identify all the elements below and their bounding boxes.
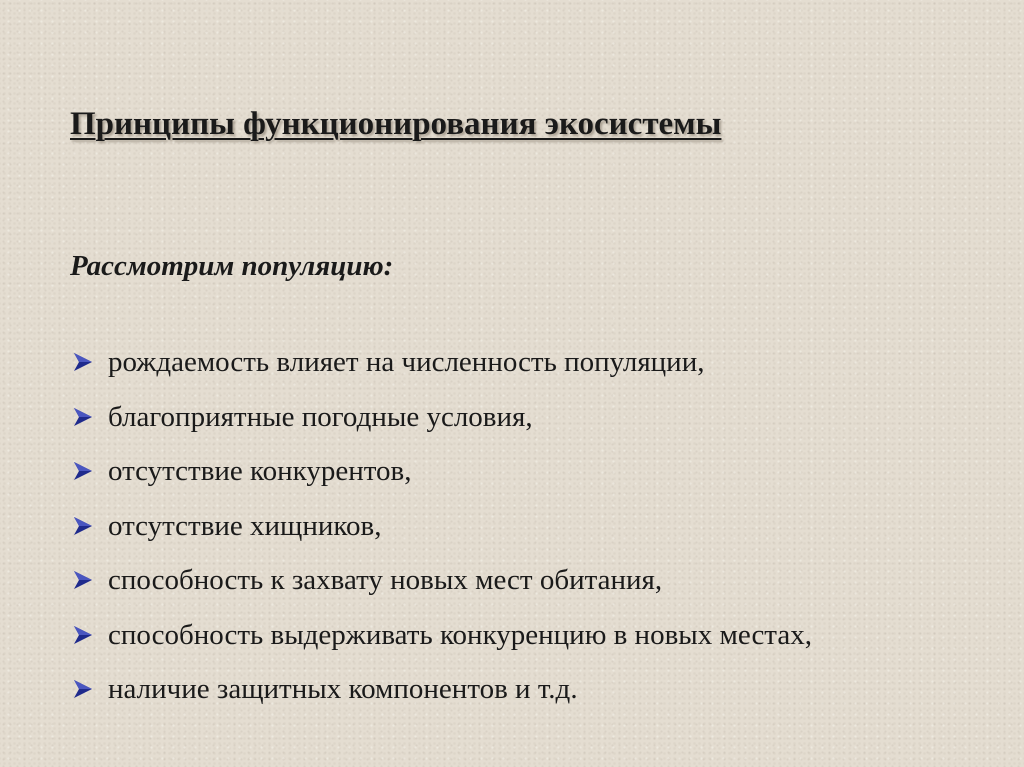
arrowhead-icon <box>72 515 94 537</box>
arrowhead-icon <box>72 351 94 373</box>
list-item <box>72 555 812 610</box>
bullet-text: наличие защитных компонентов и т.д. <box>108 673 578 705</box>
bullet-text: отсутствие хищников, <box>108 509 382 542</box>
list-item <box>72 610 812 665</box>
bullet-text: способность выдерживать конкуренцию в новых местах, <box>108 618 812 651</box>
list-item <box>72 446 812 501</box>
slide-subtitle: Рассмотрим популяцию: <box>70 250 394 282</box>
arrowhead-icon <box>72 569 94 591</box>
bullet-text: отсутствие конкурентов, <box>108 455 412 487</box>
arrowhead-icon <box>72 460 94 482</box>
bullet-text: рождаемость влияет на численность популяции, <box>108 346 705 378</box>
arrowhead-icon <box>72 624 94 646</box>
bullet-text: благоприятные погодные условия, <box>108 400 533 433</box>
list-item <box>72 501 812 556</box>
list-item <box>72 664 812 719</box>
list-item <box>72 337 812 392</box>
list-item <box>72 392 812 447</box>
arrowhead-icon <box>72 678 94 700</box>
bullet-text: способность к захвату новых мест обитания, <box>108 564 663 596</box>
arrowhead-icon <box>72 406 94 428</box>
slide-title: Принципы функционирования экосистемы <box>70 106 722 142</box>
bullet-list <box>72 337 812 719</box>
